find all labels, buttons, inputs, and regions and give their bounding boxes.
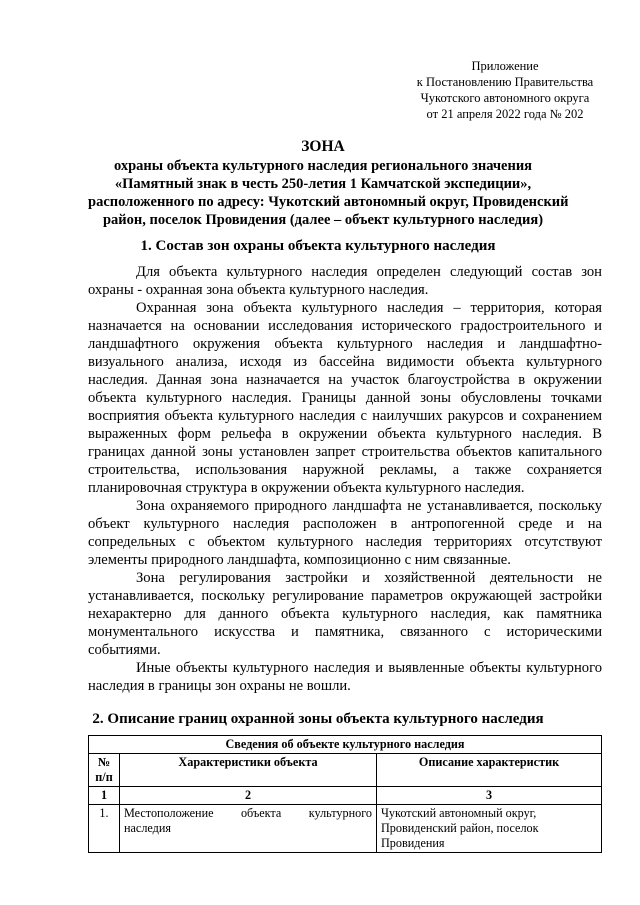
- document-title: [88, 138, 569, 229]
- title-line: охраны объекта культурного наследия регионального значения: [113, 158, 533, 174]
- paragraph: Зона охраняемого природного ландшафта не устанавливается, поскольку объект культурного наследия расположен в антропогенной среде и на сопредельных с объектом культурного наследия территориях отсутствуют элементы природного ландшафта, композиционно с ним связанные.: [88, 498, 602, 568]
- column-number: 3: [377, 787, 602, 805]
- paragraph: Охранная зона объекта культурного наследия – территория, которая назначается на основании исследования исторического градостроительного и ландшафтного окружения объекта культурного наследия и ландшафтно-визуального анализа, исходя из бассейна видимости объекта культурного наследия. Данная зона назначается на участок благоустройства в окружении объекта культурного наследия. Границы данной зоны обусловлены точками восприятия объекта культурного наследия с наилучших ракурсов и сохранением выраженных форм рельефа в окружении объекта культурного наследия. В границах данной зоны установлен запрет строительства объектов капитального строительства, использования наружной рекламы, а также сохраняется планировочная структура в окружении объекта культурного наследия.: [88, 300, 602, 496]
- table-caption: Сведения об объекте культурного наследия: [89, 736, 602, 754]
- table-header-row: [89, 754, 602, 787]
- appendix-line: Чукотского автономного округа: [420, 91, 590, 105]
- appendix-header: [395, 58, 615, 122]
- table-cell: Местоположение объекта культурного наследия: [120, 805, 377, 853]
- table-number-row: [89, 787, 602, 805]
- table-cell: 1.: [89, 805, 120, 853]
- column-number: 2: [120, 787, 377, 805]
- column-header: Описание характеристик: [377, 754, 602, 787]
- table-caption-row: [89, 736, 602, 754]
- paragraph: Для объекта культурного наследия определен следующий состав зон охраны - охранная зона объекта культурного наследия.: [88, 264, 602, 298]
- appendix-line: от 21 апреля 2022 года № 202: [426, 107, 584, 121]
- appendix-line: к Постановлению Правительства: [416, 75, 594, 89]
- section-2-heading: 2. Описание границ охранной зоны объекта культурного наследия: [92, 711, 544, 727]
- appendix-line: Приложение: [471, 59, 539, 73]
- title-line: ЗОНА: [301, 138, 345, 155]
- heritage-info-table: [88, 735, 602, 853]
- section-1-heading: 1. Состав зон охраны объекта культурного наследия: [140, 238, 496, 254]
- title-line: расположенного по адресу: Чукотский автономный округ, Провиденский: [88, 194, 569, 210]
- paragraph: Иные объекты культурного наследия и выявленные объекты культурного наследия в границы зон охраны не вошли.: [88, 660, 602, 694]
- table-row: [89, 805, 602, 853]
- title-line: район, поселок Провидения (далее – объект культурного наследия): [102, 212, 544, 228]
- column-header: № п/п: [89, 754, 120, 787]
- table-cell: Чукотский автономный округ, Провиденский район, поселок Провидения: [377, 805, 602, 853]
- title-line: «Памятный знак в честь 250-летия 1 Камчатской экспедиции»,: [114, 176, 532, 192]
- column-header: Характеристики объекта: [120, 754, 377, 787]
- column-number: 1: [89, 787, 120, 805]
- section-1-body: [88, 263, 602, 695]
- paragraph: Зона регулирования застройки и хозяйственной деятельности не устанавливается, поскольку регулирование параметров окружающей застройки нехарактерно для данного объекта культурного наследия, как памятника монументального искусства и памятника, связанного с историческими событиями.: [88, 570, 602, 658]
